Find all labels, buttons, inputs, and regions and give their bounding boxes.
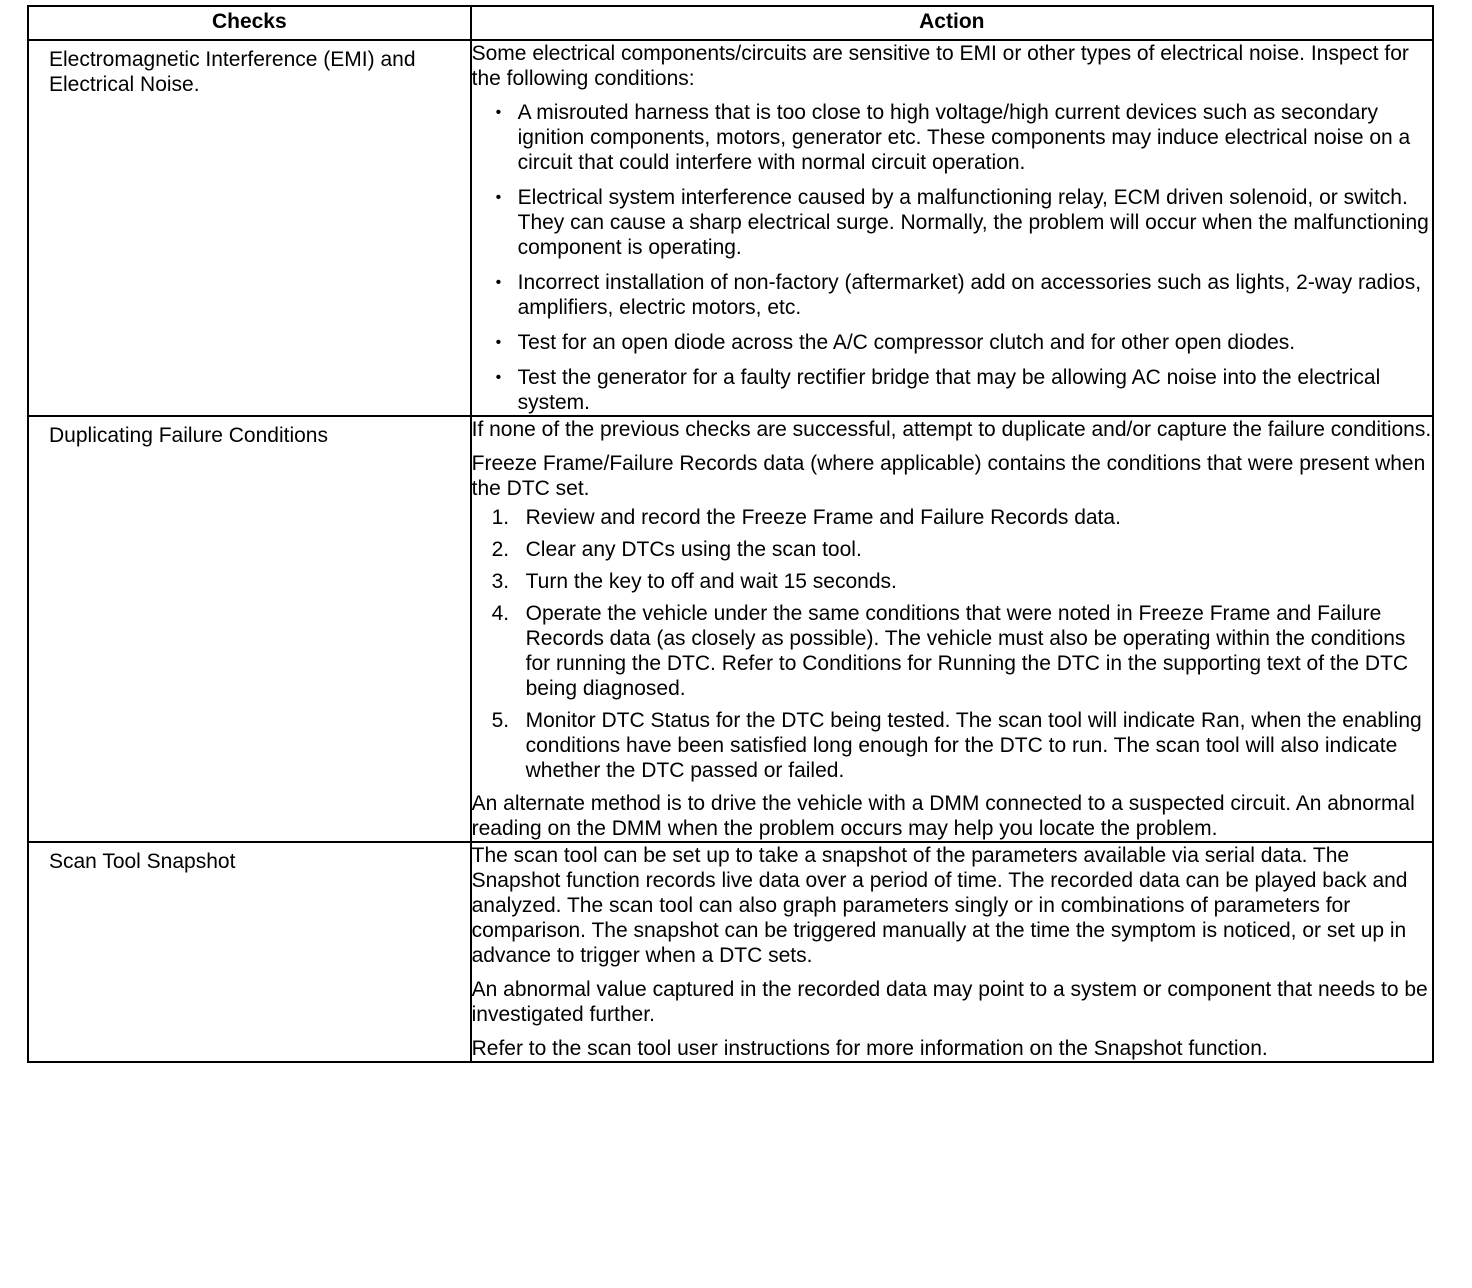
table-row-emi	[28, 40, 1433, 416]
table-row-duplicating	[28, 416, 1433, 842]
bullet-text: Test the generator for a faulty rectifier bridge that may be allowing AC noise into the electrical system.	[517, 366, 1381, 414]
list-item	[496, 365, 1432, 415]
action-cell	[471, 416, 1433, 842]
list-item	[496, 185, 1432, 260]
bullet-icon: •	[495, 189, 502, 206]
header-checks: Checks	[28, 6, 471, 40]
step-text: Monitor DTC Status for the DTC being tested. The scan tool will indicate Ran, when the enabling conditions have been satisfied long enough for the DTC to run. The scan tool will also indicate whether the DTC passed or failed.	[525, 709, 1422, 782]
bullet-icon: •	[495, 274, 502, 291]
list-item	[492, 537, 1432, 562]
bullet-text: Test for an open diode across the A/C compressor clutch and for other open diodes.	[517, 331, 1296, 354]
step-text: Review and record the Freeze Frame and Failure Records data.	[525, 506, 1121, 529]
bullet-text: Electrical system interference caused by a malfunctioning relay, ECM driven solenoid, or switch. They can cause a sharp electrical surge. Normally, the problem will occur when the malfunctioning component is operating.	[517, 186, 1429, 259]
table-row-snapshot	[28, 842, 1433, 1062]
step-number: 4.	[491, 602, 510, 625]
checks-action-table	[27, 5, 1434, 1063]
steps-list	[492, 505, 1432, 783]
step-number: 3.	[491, 570, 510, 593]
list-item	[492, 505, 1432, 530]
bullet-icon: •	[495, 104, 502, 121]
bullet-icon: •	[495, 334, 502, 351]
list-item	[492, 569, 1432, 594]
list-item	[496, 270, 1432, 320]
bullet-text: A misrouted harness that is too close to high voltage/high current devices such as secondary ignition components, motors, generator etc. These components may induce electrical noise on a circuit that could interfere with normal circuit operation.	[517, 101, 1411, 174]
step-number: 5.	[491, 709, 510, 732]
action-para: The scan tool can be set up to take a snapshot of the parameters available via serial data. The Snapshot function records live data over a period of time. The recorded data can be played back and analyzed. The scan tool can also graph parameters singly or in combinations of parameters for comparison. The snapshot can be triggered manually at the time the symptom is noticed, or set up in advance to trigger when a DTC sets.	[471, 844, 1408, 967]
header-action: Action	[471, 6, 1433, 40]
action-para: An abnormal value captured in the recorded data may point to a system or component that needs to be investigated further.	[471, 978, 1428, 1026]
action-para: Refer to the scan tool user instructions for more information on the Snapshot function.	[471, 1037, 1268, 1060]
action-para: Freeze Frame/Failure Records data (where applicable) contains the conditions that were present when the DTC set.	[471, 452, 1426, 500]
check-label-duplicating: Duplicating Failure Conditions	[49, 424, 328, 447]
table-header-row	[28, 6, 1433, 40]
action-para: An alternate method is to drive the vehicle with a DMM connected to a suspected circuit. An abnormal reading on the DMM when the problem occurs may help you locate the problem.	[471, 792, 1415, 840]
check-label-snapshot: Scan Tool Snapshot	[49, 850, 236, 873]
check-cell	[28, 842, 471, 1062]
step-text: Operate the vehicle under the same conditions that were noted in Freeze Frame and Failure Records data (as closely as possible). The vehicle must also be operating within the conditions for running the DTC. Refer to Conditions for Running the DTC in the supporting text of the DTC being diagnosed.	[525, 602, 1409, 700]
action-cell	[471, 40, 1433, 416]
bullet-text: Incorrect installation of non-factory (aftermarket) add on accessories such as lights, 2-way radios, amplifiers, electric motors, etc.	[517, 271, 1422, 319]
list-item	[492, 601, 1432, 701]
bullet-icon: •	[495, 369, 502, 386]
list-item	[492, 708, 1432, 783]
step-number: 2.	[491, 538, 510, 561]
check-label-emi: Electromagnetic Interference (EMI) and Electrical Noise.	[49, 48, 416, 96]
action-cell	[471, 842, 1433, 1062]
action-intro: Some electrical components/circuits are sensitive to EMI or other types of electrical noise. Inspect for the following conditions:	[471, 42, 1409, 90]
list-item	[496, 100, 1432, 175]
list-item	[496, 330, 1432, 355]
step-text: Clear any DTCs using the scan tool.	[525, 538, 862, 561]
action-para: If none of the previous checks are successful, attempt to duplicate and/or capture the failure conditions.	[471, 418, 1432, 441]
bullet-list	[496, 100, 1432, 415]
check-cell	[28, 416, 471, 842]
check-cell	[28, 40, 471, 416]
step-number: 1.	[491, 506, 510, 529]
step-text: Turn the key to off and wait 15 seconds.	[525, 570, 897, 593]
